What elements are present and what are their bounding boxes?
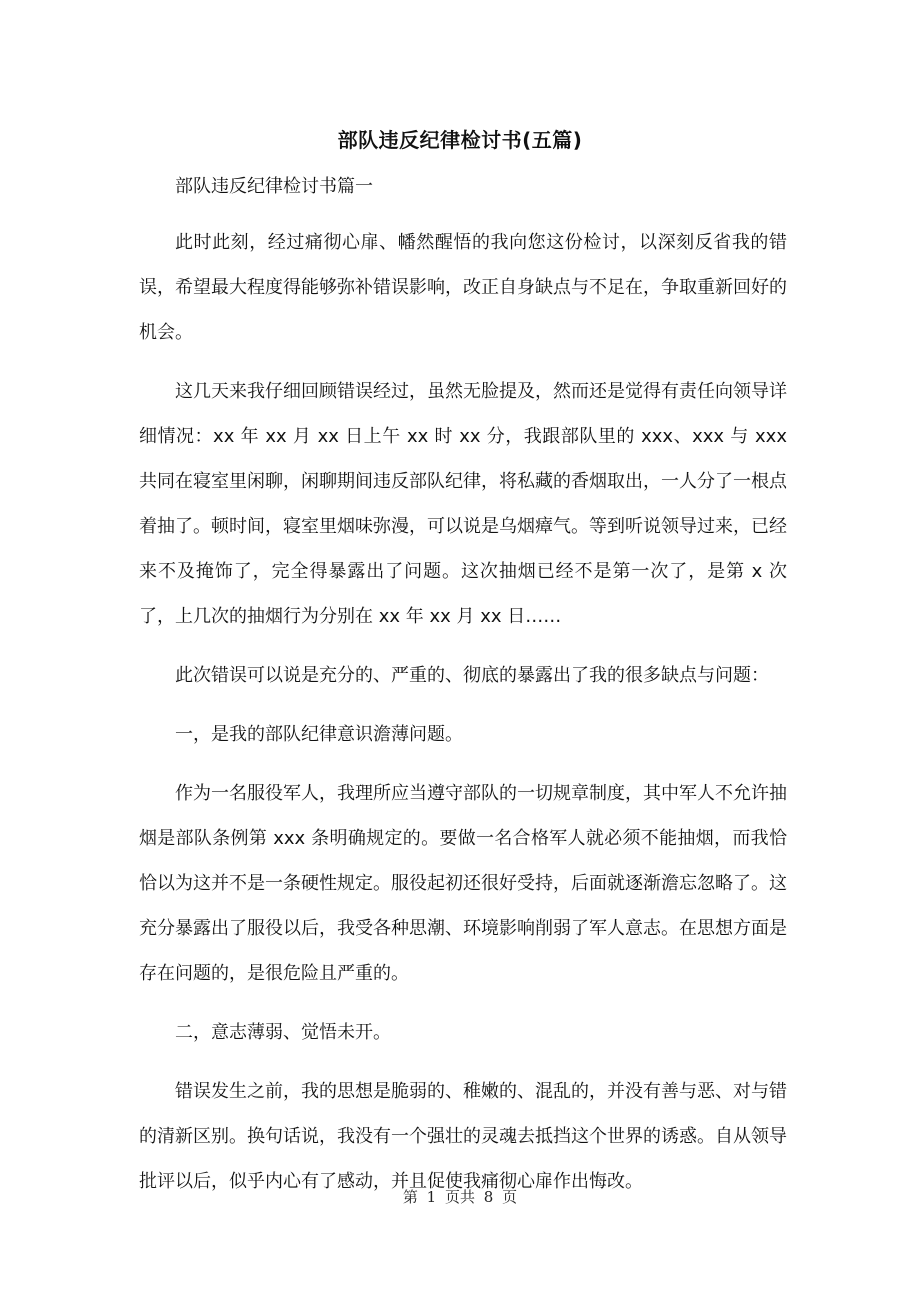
footer-middle: 页共 bbox=[444, 1188, 475, 1206]
paragraph-3: 此次错误可以说是充分的、严重的、彻底的暴露出了我的很多缺点与问题： bbox=[175, 665, 769, 686]
footer-suffix: 页 bbox=[502, 1188, 518, 1206]
section-heading: 部队违反纪律检讨书篇一 bbox=[175, 176, 373, 197]
document-body bbox=[139, 172, 787, 1218]
paragraph-7: 错误发生之前，我的思想是脆弱的、稚嫩的、混乱的，并没有善与恶、对与错的清新区别。换句话说，我没有一个强壮的灵魂去抵挡这个世界的诱惑。自从领导批评以后，似乎内心有了感动，并且促使我痛彻心扉作出悔改。 bbox=[139, 1081, 787, 1192]
paragraph-6: 二，意志薄弱、觉悟未开。 bbox=[175, 1022, 391, 1043]
paragraph-1: 此时此刻，经过痛彻心扉、幡然醒悟的我向您这份检讨，以深刻反省我的错误，希望最大程度得能够弥补错误影响，改正自身缺点与不足在，争取重新回好的机会。 bbox=[139, 232, 787, 343]
footer-current-page: 1 bbox=[426, 1188, 437, 1206]
footer-total-pages: 8 bbox=[483, 1188, 494, 1206]
document-title: 部队违反纪律检讨书(五篇) bbox=[337, 128, 583, 152]
paragraph-2: 这几天来我仔细回顾错误经过，虽然无脸提及，然而还是觉得有责任向领导详细情况：xx 年 xx 月 xx 日上午 xx 时 xx 分，我跟部队里的 xxx、xxx 与 xxx 共同在寝室里闲聊，闲聊期间违反部队纪律，将私藏的香烟取出，一人分了一根点着抽了。顿时间，寝室里烟味弥漫，可以说是乌烟瘴气。等到听说领导过来，已经来不及掩饰了，完全得暴露出了问题。这次抽烟已经不是第一次了，是第 x 次了，上几次的抽烟行为分别在 xx 年 xx 月 xx 日…… bbox=[139, 381, 787, 627]
footer-prefix: 第 bbox=[402, 1188, 418, 1206]
page-footer bbox=[0, 1186, 920, 1208]
paragraph-4: 一，是我的部队纪律意识澹薄问题。 bbox=[175, 724, 463, 745]
paragraph-5: 作为一名服役军人，我理所应当遵守部队的一切规章制度，其中军人不允许抽烟是部队条例第 xxx 条明确规定的。要做一名合格军人就必须不能抽烟，而我恰恰以为这并不是一条硬性规定。服役起初还很好受持，后面就逐渐澹忘忽略了。这充分暴露出了服役以后，我受各种思潮、环境影响削弱了军人意志。在思想方面是存在问题的，是很危险且严重的。 bbox=[139, 783, 787, 984]
